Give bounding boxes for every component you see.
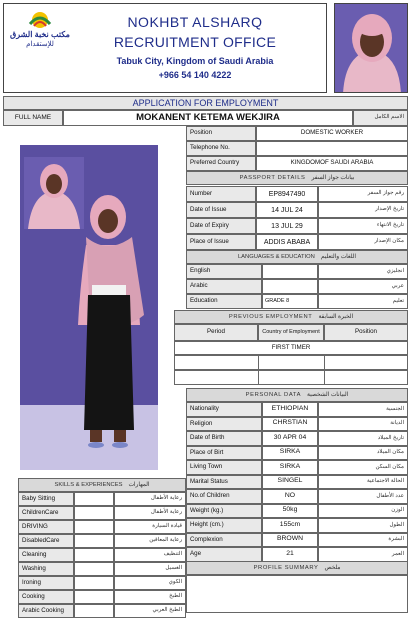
logo-text-ar-2: للإستقدام (26, 41, 54, 48)
english-label: English (186, 264, 262, 279)
arabic-label: Arabic (186, 279, 262, 294)
english-ar: انجليزي (318, 264, 408, 279)
full-name-value: MOKANENT KETEMA WEKJIRA (63, 110, 353, 126)
preferred-country-value: KINGDOMOF SAUDI ARABIA (256, 156, 408, 171)
personal-row-ar: الوزن (318, 504, 408, 519)
skill-row-value (74, 506, 114, 520)
profile-summary-header (186, 561, 408, 575)
date-of-issue-label: Date of Issue (186, 202, 256, 218)
languages-title-ar: اللغات والتعليم (320, 254, 357, 260)
country-employment-header (258, 324, 324, 341)
employment-empty-row-1 (174, 355, 408, 370)
skill-row-label: Cooking (18, 590, 74, 604)
employment-col-divider-2 (324, 355, 325, 385)
personal-row-label: Age (186, 547, 262, 562)
skill-row-ar: الكوي (114, 576, 186, 590)
full-name-label-ar: الاسم الكامل (353, 110, 408, 126)
personal-row-label: Place of Birt (186, 446, 262, 461)
passport-number-ar: رقم جواز السفر (318, 186, 408, 202)
personal-row-value: BROWN (262, 533, 318, 548)
personal-row-label: No.of Children (186, 489, 262, 504)
personal-row-label: Religion (186, 417, 262, 432)
previous-employment-title: PREVIOUS EMPLOYMENT (228, 314, 313, 320)
personal-row-value: SINGEL (262, 475, 318, 490)
telephone-label: Telephone No. (186, 141, 256, 156)
personal-row-label: Living Town (186, 460, 262, 475)
personal-row-ar: الديانة (318, 417, 408, 432)
date-of-issue-value: 14 JUL 24 (256, 202, 318, 218)
previous-employment-title-ar: الخبرة السابقة (318, 314, 354, 320)
personal-row-value: 50kg (262, 504, 318, 519)
personal-row-value: SIRKA (262, 446, 318, 461)
skill-row-value (74, 534, 114, 548)
header-box (3, 3, 327, 93)
place-of-issue-label: Place of Issue (186, 234, 256, 250)
full-body-photo-icon (20, 145, 158, 470)
date-of-issue-ar: تاريخ الإصدار (318, 202, 408, 218)
skill-row-label: DRIVING (18, 520, 74, 534)
skills-section-header (18, 478, 186, 492)
skill-row-label: Washing (18, 562, 74, 576)
skill-row-ar: رعاية الأطفال (114, 506, 186, 520)
languages-title: LANGUAGES & EDUCATION (237, 254, 315, 260)
personal-row-ar: الحالة الاجتماعية (318, 475, 408, 490)
date-of-expiry-value: 13 JUL 29 (256, 218, 318, 234)
personal-row-ar: تاريخ الميلاد (318, 431, 408, 446)
skill-row-value (74, 576, 114, 590)
skills-title: SKILLS & EXPERIENCES (54, 482, 123, 488)
personal-row-value: ETHIOPIAN (262, 402, 318, 417)
skill-row-label: DisabledCare (18, 534, 74, 548)
profile-summary-body (186, 575, 408, 613)
skill-row-ar: قيادة السيارة (114, 520, 186, 534)
employment-empty-row-2 (174, 370, 408, 385)
place-of-issue-value: ADDIS ABABA (256, 234, 318, 250)
portrait-photo-icon (335, 4, 408, 93)
first-timer-row: FIRST TIMER (174, 341, 408, 355)
personal-row-label: Marital Status (186, 475, 262, 490)
company-logo (8, 10, 72, 50)
country-employment-header-text: Country of Employment (262, 329, 320, 336)
full-name-label: FULL NAME (3, 110, 63, 126)
skills-title-ar: المهارات (128, 482, 150, 488)
personal-row-label: Complexion (186, 533, 262, 548)
skill-row-value (74, 590, 114, 604)
skill-row-value (74, 520, 114, 534)
personal-row-value: 30 APR 04 (262, 431, 318, 446)
education-ar: تعليم (318, 294, 408, 309)
skill-row-value (74, 492, 114, 506)
skill-row-ar: الطبخ العربي (114, 604, 186, 618)
skill-row-label: Arabic Cooking (18, 604, 74, 618)
skill-row-label: Ironing (18, 576, 74, 590)
personal-data-header (186, 388, 408, 402)
position-value: DOMESTIC WORKER (256, 126, 408, 141)
passport-number-label: Number (186, 186, 256, 202)
profile-summary-title: PROFILE SUMMARY (253, 565, 319, 571)
passport-title-ar: بيانات جواز السفر (311, 175, 355, 181)
passport-number-value: EP8947490 (256, 186, 318, 202)
skill-row-ar: رعاية المعاقين (114, 534, 186, 548)
personal-row-ar: البشرة (318, 533, 408, 548)
personal-row-ar: عدد الأطفال (318, 489, 408, 504)
company-name-line2: RECRUITMENT OFFICE (113, 34, 277, 50)
passport-title: PASSPORT DETAILS (239, 175, 306, 181)
company-phone: +966 54 140 4222 (158, 70, 232, 80)
english-value (262, 264, 318, 279)
place-of-issue-ar: مكان الإصدار (318, 234, 408, 250)
period-header: Period (174, 324, 258, 341)
skill-row-ar: الطبخ (114, 590, 186, 604)
personal-row-value: 155cm (262, 518, 318, 533)
date-of-expiry-ar: تاريخ الانتهاء (318, 218, 408, 234)
personal-row-label: Nationality (186, 402, 262, 417)
date-of-expiry-label: Date of Expiry (186, 218, 256, 234)
company-name-line1: NOKHBT ALSHARQ (127, 14, 263, 30)
skill-row-label: ChildrenCare (18, 506, 74, 520)
personal-row-ar: مكان السكن (318, 460, 408, 475)
passport-section-header (186, 171, 408, 185)
preferred-country-label: Preferred Country (186, 156, 256, 171)
personal-row-ar: الجنسية (318, 402, 408, 417)
arabic-value (262, 279, 318, 294)
company-address: Tabuk City, Kingdom of Saudi Arabia (116, 56, 274, 66)
skill-row-label: Baby Sitting (18, 492, 74, 506)
languages-section-header (186, 250, 408, 264)
telephone-value (256, 141, 408, 156)
personal-row-label: Date of Birth (186, 431, 262, 446)
personal-data-title-ar: البيانات الشخصية (307, 392, 349, 398)
skill-row-ar: التنظيف (114, 548, 186, 562)
personal-row-value: NO (262, 489, 318, 504)
form-title: APPLICATION FOR EMPLOYMENT (3, 96, 408, 110)
personal-row-ar: مكان الميلاد (318, 446, 408, 461)
profile-summary-title-ar: ملخص (324, 565, 341, 571)
personal-row-ar: الطول (318, 518, 408, 533)
skill-row-value (74, 548, 114, 562)
personal-row-value: CHRSTIAN (262, 417, 318, 432)
position-header: Position (324, 324, 408, 341)
logo-text-ar: مكتب نخبة الشرق (10, 30, 70, 39)
personal-data-title: PERSONAL DATA (245, 392, 302, 398)
skill-row-ar: رعاية الأطفال (114, 492, 186, 506)
education-value: GRADE 8 (262, 294, 318, 309)
previous-employment-header (174, 310, 408, 324)
education-label: Education (186, 294, 262, 309)
personal-row-value: 21 (262, 547, 318, 562)
skill-row-ar: الغسيل (114, 562, 186, 576)
personal-row-label: Weight (kg.) (186, 504, 262, 519)
personal-row-label: Height (cm.) (186, 518, 262, 533)
employment-col-divider-1 (258, 355, 259, 385)
personal-row-value: SIRKA (262, 460, 318, 475)
skill-row-value (74, 562, 114, 576)
skill-row-label: Cleaning (18, 548, 74, 562)
full-body-photo (20, 145, 158, 470)
position-label: Position (186, 126, 256, 141)
header-portrait (334, 3, 408, 93)
personal-row-ar: العمر (318, 547, 408, 562)
arabic-ar: عربي (318, 279, 408, 294)
